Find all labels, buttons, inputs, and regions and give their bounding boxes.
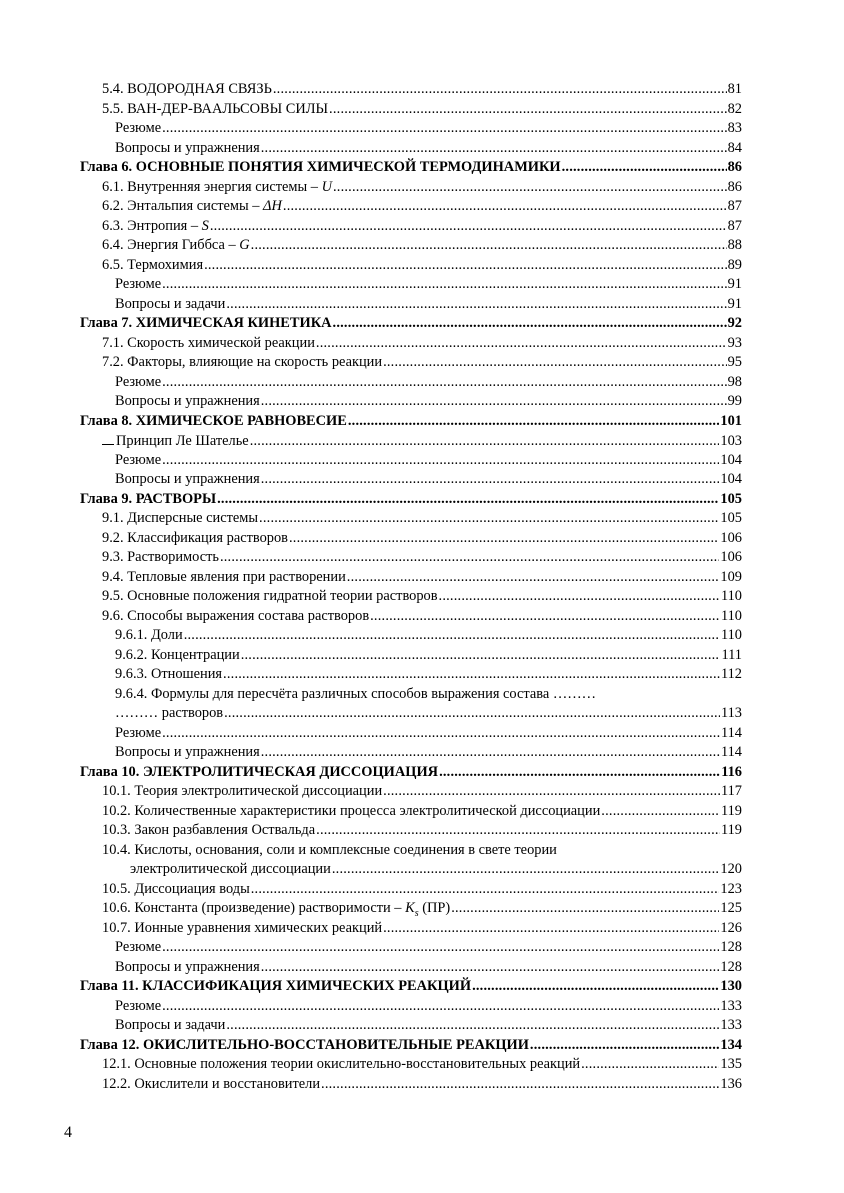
variable-symbol: S bbox=[201, 217, 209, 234]
toc-page-number: 82 bbox=[727, 100, 742, 117]
toc-entry-title bbox=[115, 938, 161, 958]
toc-entry-title bbox=[115, 373, 161, 393]
toc-entry-title bbox=[80, 490, 216, 510]
toc-page-number: 87 bbox=[727, 198, 742, 214]
toc-page-number: 133 bbox=[720, 997, 742, 1014]
toc-entry[interactable] bbox=[80, 802, 742, 822]
toc-page-number: 104 bbox=[720, 471, 742, 487]
toc-entry-text: 10.2. Количественные характеристики процесса электролитической диссоциации bbox=[102, 802, 601, 819]
toc-entry-text: Глава 10. ЭЛЕКТРОЛИТИЧЕСКАЯ ДИССОЦИАЦИЯ bbox=[80, 763, 439, 780]
toc-page-number: 123 bbox=[720, 880, 742, 897]
toc-entry-text: Вопросы и упражнения bbox=[115, 139, 260, 156]
dot-leader bbox=[321, 1075, 719, 1095]
variable-symbol: K bbox=[405, 900, 415, 916]
toc-entry[interactable] bbox=[80, 685, 742, 724]
toc-page-number: 111 bbox=[721, 646, 742, 663]
toc-entry[interactable] bbox=[80, 334, 742, 354]
toc-page-number: 81 bbox=[727, 81, 742, 97]
dot-leader bbox=[289, 529, 719, 549]
toc-entry-title bbox=[115, 997, 161, 1017]
toc-entry[interactable] bbox=[80, 178, 742, 198]
toc-page-number: 101 bbox=[720, 412, 742, 429]
toc-entry-text: 5.4. ВОДОРОДНАЯ СВЯЗЬ bbox=[102, 81, 272, 97]
toc-entry[interactable] bbox=[80, 899, 742, 919]
toc-page-number: 86 bbox=[727, 159, 742, 175]
dot-leader bbox=[259, 509, 719, 529]
toc-chapter[interactable] bbox=[80, 158, 742, 178]
toc-entry-text: 9.6.2. Концентрации bbox=[115, 646, 240, 663]
dot-leader bbox=[261, 470, 720, 490]
toc-page-number: 109 bbox=[720, 568, 742, 585]
toc-entry-title bbox=[115, 275, 161, 295]
toc-entry[interactable] bbox=[80, 509, 742, 529]
toc-page-number: 128 bbox=[720, 939, 742, 955]
dot-leader bbox=[383, 353, 727, 373]
toc-entry-title bbox=[115, 139, 260, 159]
dot-leader bbox=[261, 743, 720, 763]
dot-leader bbox=[226, 295, 726, 315]
toc-page-number: 133 bbox=[720, 1017, 742, 1033]
toc-page-number: 99 bbox=[727, 393, 742, 409]
toc-entry[interactable] bbox=[80, 782, 742, 802]
toc-entry-text: Резюме bbox=[115, 724, 162, 741]
toc-chapter[interactable] bbox=[80, 977, 742, 997]
toc-entry[interactable] bbox=[80, 119, 742, 139]
dot-leader bbox=[251, 236, 727, 256]
toc-entry[interactable] bbox=[80, 295, 742, 315]
toc-entry-title bbox=[115, 392, 260, 412]
toc-entry-title bbox=[115, 724, 161, 744]
toc-entry-text: Глава 12. ОКИСЛИТЕЛЬНО-ВОССТАНОВИТЕЛЬНЫЕ РЕАКЦИИ bbox=[80, 1036, 529, 1053]
dot-leader bbox=[162, 997, 719, 1017]
dot-leader bbox=[220, 548, 719, 568]
dot-leader bbox=[250, 432, 720, 452]
toc-page-number: 114 bbox=[720, 744, 742, 760]
toc-page-number: 117 bbox=[720, 783, 742, 799]
toc-page-number: 87 bbox=[727, 217, 742, 234]
toc-chapter[interactable] bbox=[80, 1036, 742, 1056]
toc-entry[interactable] bbox=[80, 821, 742, 841]
dot-leader bbox=[316, 821, 720, 841]
toc-page-number: 136 bbox=[720, 1075, 742, 1092]
toc-entry-text: 6.2. Энтальпия системы – bbox=[102, 198, 264, 214]
toc-entry-text: 9.6.4. Формулы для пересчёта различных способов выражения состава ……… bbox=[115, 685, 596, 702]
variable-symbol: G bbox=[239, 237, 250, 253]
toc-entry[interactable] bbox=[80, 626, 742, 646]
toc-entry-title bbox=[80, 1036, 529, 1056]
dot-leader bbox=[283, 197, 727, 217]
dot-leader bbox=[316, 334, 727, 354]
dot-leader bbox=[601, 802, 720, 822]
toc-entry[interactable] bbox=[80, 392, 742, 412]
toc-entry[interactable] bbox=[80, 373, 742, 393]
toc-page-number: 91 bbox=[727, 276, 742, 292]
toc-page-number: 105 bbox=[720, 490, 742, 507]
toc-entry-text: 9.6.1. Доли bbox=[115, 627, 183, 643]
toc-entry-title bbox=[115, 958, 260, 978]
toc-entry[interactable] bbox=[80, 1055, 742, 1075]
toc-entry-title bbox=[102, 431, 249, 452]
toc-entry-title bbox=[115, 119, 161, 139]
toc-entry-text: 9.3. Растворимость bbox=[102, 549, 219, 565]
toc-page-number: 103 bbox=[720, 433, 742, 449]
toc-entry-text: 6.3. Энтропия – bbox=[102, 217, 202, 234]
toc-entry-title bbox=[102, 80, 272, 100]
toc-page-number: 125 bbox=[720, 900, 742, 916]
dot-leader bbox=[162, 451, 719, 471]
toc-entry-text: 10.6. Константа (произведение) растворимости – bbox=[102, 900, 406, 916]
toc-entry-title bbox=[115, 626, 183, 646]
toc-entry-title bbox=[102, 197, 282, 217]
toc-entry-text: Принцип Ле Шателье bbox=[116, 433, 249, 449]
dot-leader bbox=[439, 587, 720, 607]
variable-symbol: ΔH bbox=[263, 198, 282, 214]
dot-leader bbox=[329, 100, 727, 120]
dot-leader bbox=[162, 938, 719, 958]
toc-entry-text: 10.5. Диссоциация воды bbox=[102, 880, 250, 897]
toc-page-number: 120 bbox=[720, 861, 742, 877]
toc-entry-title bbox=[102, 100, 328, 120]
toc-entry[interactable] bbox=[80, 587, 742, 607]
dot-leader bbox=[251, 880, 720, 900]
dot-leader bbox=[241, 646, 721, 666]
toc-entry-text: 10.7. Ионные уравнения химических реакций bbox=[102, 919, 383, 936]
variable-subscript: s bbox=[414, 907, 419, 919]
toc-entry-title bbox=[102, 529, 288, 549]
toc-entry[interactable] bbox=[80, 236, 742, 256]
toc-page-number: 110 bbox=[720, 607, 742, 624]
dot-leader bbox=[261, 139, 727, 159]
toc-entry-title bbox=[80, 314, 332, 334]
toc-entry-title bbox=[102, 178, 332, 198]
toc-page-number: 134 bbox=[720, 1036, 742, 1053]
toc-page-number: 104 bbox=[720, 451, 742, 468]
toc-entry[interactable] bbox=[80, 275, 742, 295]
toc-entry[interactable] bbox=[80, 217, 742, 237]
toc-entry[interactable] bbox=[80, 997, 742, 1017]
dot-leader bbox=[333, 314, 727, 334]
toc-entry-continuation: ……… растворов bbox=[115, 705, 224, 721]
toc-entry-title bbox=[102, 548, 219, 568]
toc-entry-text: 9.5. Основные положения гидратной теории растворов bbox=[102, 588, 438, 604]
toc-entry-text: 10.3. Закон разбавления Оствальда bbox=[102, 822, 316, 838]
toc-entry[interactable] bbox=[80, 100, 742, 120]
toc-entry[interactable] bbox=[80, 470, 742, 490]
toc-entry[interactable] bbox=[80, 665, 742, 685]
toc-entry-text: Вопросы и упражнения bbox=[115, 744, 260, 760]
toc-entry-title bbox=[115, 1016, 225, 1036]
toc-page-number: 119 bbox=[720, 822, 742, 838]
toc-page-number: 110 bbox=[720, 588, 742, 604]
dot-leader bbox=[581, 1055, 719, 1075]
dot-leader bbox=[184, 626, 720, 646]
toc-entry-text: Вопросы и задачи bbox=[115, 1017, 226, 1033]
toc-entry-title bbox=[102, 509, 258, 529]
dot-leader bbox=[348, 412, 720, 432]
toc-entry-title bbox=[115, 743, 260, 763]
toc-entry-text: Вопросы и упражнения bbox=[115, 393, 260, 409]
dot-leader bbox=[223, 665, 720, 685]
toc-page-number: 114 bbox=[720, 724, 742, 741]
toc-chapter[interactable] bbox=[80, 412, 742, 432]
toc-page-number: 130 bbox=[720, 978, 742, 994]
toc-page-number: 135 bbox=[720, 1056, 742, 1072]
toc-entry-text: 10.4. Кислоты, основания, соли и комплексные соединения в свете теории bbox=[102, 841, 557, 858]
dot-leader bbox=[562, 158, 727, 178]
toc-page-number: 93 bbox=[727, 334, 742, 351]
toc-entry-title bbox=[80, 763, 438, 783]
toc-entry-title bbox=[80, 158, 561, 178]
toc-entry-text: Глава 8. ХИМИЧЕСКОЕ РАВНОВЕСИЕ bbox=[80, 412, 347, 429]
toc-entry-text: 7.2. Факторы, влияющие на скорость реакции bbox=[102, 354, 383, 370]
toc-entry-text: 7.1. Скорость химической реакции bbox=[102, 334, 315, 351]
dot-leader bbox=[333, 178, 727, 198]
toc-entry-title bbox=[102, 256, 203, 276]
dot-leader bbox=[472, 977, 719, 997]
toc-page-number: 95 bbox=[727, 354, 742, 370]
toc-entry-title bbox=[102, 802, 600, 822]
dot-leader bbox=[530, 1036, 719, 1056]
dot-leader bbox=[204, 256, 727, 276]
toc-entry-suffix: (ПР) bbox=[418, 900, 451, 916]
dot-leader bbox=[370, 607, 720, 627]
toc-page-number: 110 bbox=[720, 627, 742, 643]
toc-page-number: 126 bbox=[720, 919, 742, 936]
toc-entry-continuation: электролитической диссоциации bbox=[130, 861, 331, 877]
table-of-contents bbox=[80, 80, 742, 1094]
toc-entry[interactable] bbox=[80, 919, 742, 939]
dot-leader bbox=[210, 217, 727, 237]
toc-page-number: 84 bbox=[727, 139, 742, 156]
toc-entry-text: 12.2. Окислители и восстановители bbox=[102, 1075, 321, 1092]
toc-entry[interactable] bbox=[80, 646, 742, 666]
dot-leader bbox=[347, 568, 720, 588]
toc-entry-title bbox=[115, 686, 596, 702]
toc-entry-text: Глава 6. ОСНОВНЫЕ ПОНЯТИЯ ХИМИЧЕСКОЙ ТЕРМОДИНАМИКИ bbox=[80, 159, 561, 175]
toc-page-number: 89 bbox=[727, 256, 742, 273]
toc-entry[interactable] bbox=[80, 568, 742, 588]
page-number: 4 bbox=[64, 1124, 72, 1141]
toc-entry-text: 9.6. Способы выражения состава растворов bbox=[102, 607, 370, 624]
toc-entry-text: Резюме bbox=[115, 276, 162, 292]
toc-entry-title bbox=[102, 1055, 580, 1075]
toc-page-number: 106 bbox=[720, 529, 742, 546]
variable-symbol: U bbox=[321, 178, 332, 195]
toc-chapter[interactable] bbox=[80, 763, 742, 783]
toc-entry[interactable] bbox=[80, 451, 742, 471]
toc-entry-title bbox=[102, 587, 438, 607]
dot-leader bbox=[217, 490, 719, 510]
dot-leader bbox=[224, 704, 720, 724]
toc-page-number: 88 bbox=[727, 237, 742, 253]
dot-leader bbox=[162, 275, 726, 295]
toc-entry-title bbox=[102, 236, 250, 256]
toc-entry-text: Резюме bbox=[115, 997, 162, 1014]
dot-leader bbox=[273, 80, 727, 100]
toc-entry[interactable] bbox=[80, 431, 742, 451]
toc-entry-title bbox=[102, 353, 382, 373]
toc-entry-text: Вопросы и задачи bbox=[115, 295, 226, 312]
toc-entry-title bbox=[102, 821, 315, 841]
toc-entry-title bbox=[102, 842, 557, 858]
toc-entry[interactable] bbox=[80, 841, 742, 880]
toc-entry-title bbox=[102, 919, 382, 939]
dot-leader bbox=[451, 899, 719, 919]
toc-page-number: 105 bbox=[720, 510, 742, 526]
toc-page-number: 112 bbox=[720, 666, 742, 682]
toc-entry[interactable] bbox=[80, 1075, 742, 1095]
toc-entry-text: Вопросы и упражнения bbox=[115, 958, 260, 975]
toc-entry-text: 12.1. Основные положения теории окислительно-восстановительных реакций bbox=[102, 1056, 581, 1072]
dot-leader bbox=[261, 958, 720, 978]
toc-entry-text: Глава 11. КЛАССИФИКАЦИЯ ХИМИЧЕСКИХ РЕАКЦИЙ bbox=[80, 978, 472, 994]
toc-entry-text: Глава 9. РАСТВОРЫ bbox=[80, 490, 217, 507]
toc-entry-text: Резюме bbox=[115, 120, 162, 136]
toc-page-number: 116 bbox=[721, 763, 742, 780]
toc-entry-text: 6.1. Внутренняя энергия системы – bbox=[102, 178, 322, 195]
toc-entry[interactable] bbox=[80, 743, 742, 763]
toc-entry[interactable] bbox=[80, 139, 742, 159]
toc-entry-text: Резюме bbox=[115, 939, 162, 955]
toc-entry-title bbox=[80, 977, 471, 997]
dot-leader bbox=[383, 919, 719, 939]
toc-chapter[interactable] bbox=[80, 314, 742, 334]
toc-page-number: 86 bbox=[727, 178, 742, 195]
toc-entry[interactable] bbox=[80, 353, 742, 373]
toc-entry-title bbox=[115, 295, 225, 315]
toc-entry-text: 9.4. Тепловые явления при растворении bbox=[102, 568, 346, 585]
toc-entry-text: 6.5. Термохимия bbox=[102, 256, 204, 273]
toc-entry-text: 5.5. ВАН-ДЕР-ВААЛЬСОВЫ СИЛЫ bbox=[102, 100, 329, 117]
toc-entry-title bbox=[115, 665, 222, 685]
toc-page-number: 91 bbox=[727, 295, 742, 312]
toc-entry[interactable] bbox=[80, 958, 742, 978]
toc-entry-title bbox=[102, 607, 369, 627]
dot-leader bbox=[261, 392, 727, 412]
toc-page-number: 119 bbox=[720, 802, 742, 819]
toc-entry[interactable] bbox=[80, 548, 742, 568]
toc-entry-text: 6.4. Энергия Гиббса – bbox=[102, 237, 240, 253]
toc-entry-title bbox=[102, 880, 250, 900]
toc-page-number: 106 bbox=[720, 549, 742, 565]
toc-entry[interactable] bbox=[80, 529, 742, 549]
toc-entry-text: Глава 7. ХИМИЧЕСКАЯ КИНЕТИКА bbox=[80, 315, 332, 331]
toc-chapter[interactable] bbox=[80, 490, 742, 510]
toc-page-number: 98 bbox=[727, 373, 742, 390]
toc-entry[interactable] bbox=[80, 938, 742, 958]
underscore-mark bbox=[102, 431, 114, 445]
toc-entry[interactable] bbox=[80, 80, 742, 100]
toc-page-number: 128 bbox=[720, 958, 742, 975]
toc-entry-text: Резюме bbox=[115, 451, 162, 468]
toc-entry-title bbox=[102, 334, 315, 354]
toc-entry-title bbox=[80, 412, 347, 432]
toc-entry[interactable] bbox=[80, 1016, 742, 1036]
toc-entry-text: Резюме bbox=[115, 373, 162, 390]
toc-entry[interactable] bbox=[80, 256, 742, 276]
toc-entry-text: 10.1. Теория электролитической диссоциации bbox=[102, 783, 383, 799]
toc-page-number: 83 bbox=[727, 120, 742, 136]
toc-entry-title bbox=[115, 470, 260, 490]
toc-entry[interactable] bbox=[80, 880, 742, 900]
toc-entry[interactable] bbox=[80, 724, 742, 744]
toc-entry-title bbox=[102, 217, 209, 237]
dot-leader bbox=[383, 782, 720, 802]
toc-entry-title bbox=[102, 568, 346, 588]
toc-entry-title bbox=[102, 1075, 320, 1095]
toc-entry-text: 9.6.3. Отношения bbox=[115, 666, 223, 682]
dot-leader bbox=[332, 860, 720, 880]
dot-leader bbox=[162, 373, 726, 393]
dot-leader bbox=[226, 1016, 719, 1036]
toc-entry[interactable] bbox=[80, 197, 742, 217]
toc-entry-title bbox=[115, 451, 161, 471]
toc-entry-text: 9.2. Классификация растворов bbox=[102, 529, 288, 546]
dot-leader bbox=[162, 724, 720, 744]
toc-entry-text: Вопросы и упражнения bbox=[115, 471, 260, 487]
toc-page-number: 92 bbox=[727, 315, 742, 331]
toc-entry-title bbox=[115, 646, 240, 666]
dot-leader bbox=[439, 763, 720, 783]
toc-entry-text: 9.1. Дисперсные системы bbox=[102, 510, 259, 526]
dot-leader bbox=[162, 119, 726, 139]
toc-entry-title bbox=[102, 782, 382, 802]
toc-entry[interactable] bbox=[80, 607, 742, 627]
toc-page-number: 113 bbox=[720, 705, 742, 721]
